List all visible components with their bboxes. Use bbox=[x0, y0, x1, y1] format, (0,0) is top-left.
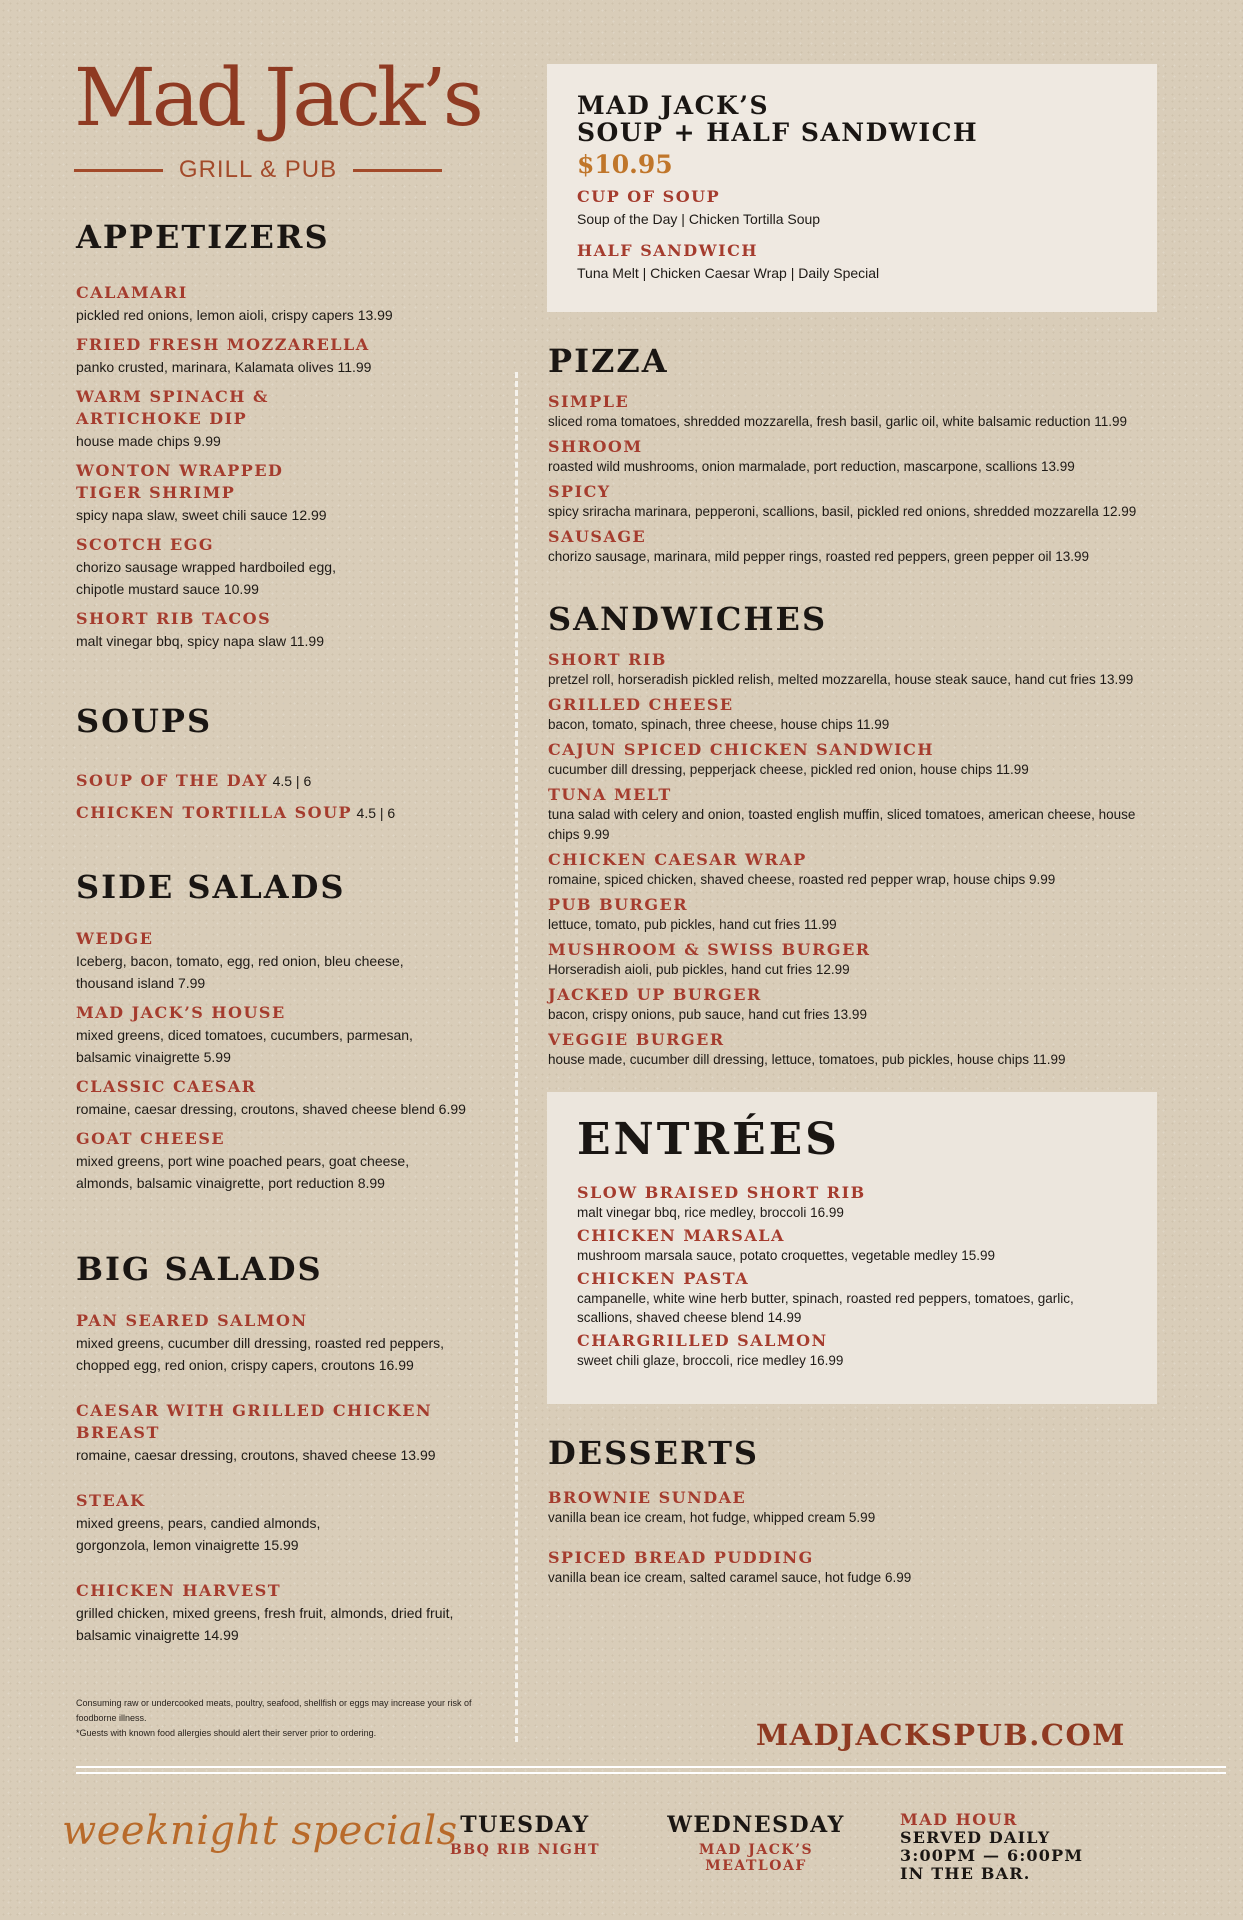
item-name: MAD JACK’S HOUSE bbox=[76, 1003, 286, 1022]
menu-item bbox=[76, 1490, 506, 1556]
item-name: CLASSIC CAESAR bbox=[76, 1077, 257, 1096]
item-name: CAESAR WITH GRILLED CHICKEN BREAST bbox=[76, 1401, 433, 1442]
item-desc: mushroom marsala sauce, potato croquettes, vegetable medley 15.99 bbox=[577, 1248, 995, 1263]
entrees-heading: ENTRÉES bbox=[577, 1114, 840, 1165]
item-desc: romaine, caesar dressing, croutons, shaved cheese 13.99 bbox=[76, 1447, 436, 1463]
menu-item bbox=[76, 1400, 506, 1466]
item-name: SOUP OF THE DAY bbox=[76, 771, 269, 790]
menu-item bbox=[76, 282, 506, 326]
tuesday-heading: TUESDAY bbox=[460, 1812, 590, 1838]
pizza-heading: PIZZA bbox=[548, 342, 669, 380]
mad-hour-line: SERVED DAILY bbox=[900, 1828, 1051, 1847]
item-name: PAN SEARED SALMON bbox=[76, 1311, 308, 1330]
item-name: SCOTCH EGG bbox=[76, 535, 215, 554]
soup-combo-title-line: MAD JACK’S bbox=[577, 91, 770, 120]
item-price: 4.5 | 6 bbox=[356, 805, 396, 821]
item-name: TUNA MELT bbox=[548, 785, 672, 804]
menu-item bbox=[548, 650, 1198, 690]
item-name: SHROOM bbox=[548, 437, 643, 456]
menu-item bbox=[76, 334, 506, 378]
bottom-divider bbox=[76, 1766, 1226, 1768]
item-name: WONTON WRAPPED TIGER SHRIMP bbox=[76, 461, 284, 502]
soup-combo-title bbox=[577, 92, 978, 146]
item-desc: bacon, crispy onions, pub sauce, hand cut fries 13.99 bbox=[548, 1007, 867, 1022]
bottom-divider bbox=[76, 1772, 1226, 1774]
menu-item bbox=[76, 1002, 506, 1068]
column-divider bbox=[515, 372, 518, 1742]
item-desc: panko crusted, marinara, Kalamata olives 11.99 bbox=[76, 359, 372, 375]
item-desc: Tuna Melt | Chicken Caesar Wrap | Daily Special bbox=[577, 265, 880, 281]
mad-hour-line: IN THE BAR. bbox=[900, 1864, 1031, 1883]
item-name: JACKED UP BURGER bbox=[548, 985, 762, 1004]
item-desc: romaine, caesar dressing, croutons, shaved cheese blend 6.99 bbox=[76, 1101, 466, 1117]
item-name: CHICKEN PASTA bbox=[577, 1269, 750, 1288]
item-name: CHICKEN HARVEST bbox=[76, 1581, 282, 1600]
menu-item bbox=[76, 928, 506, 994]
menu-item bbox=[548, 1548, 1198, 1588]
sandwiches-section bbox=[548, 600, 1198, 1075]
item-name: CHICKEN CAESAR WRAP bbox=[548, 850, 807, 869]
item-name: CHICKEN MARSALA bbox=[577, 1226, 785, 1245]
appetizers-heading: APPETIZERS bbox=[76, 218, 330, 256]
item-name: CHICKEN TORTILLA SOUP bbox=[76, 803, 353, 822]
item-name: WARM SPINACH & ARTICHOKE DIP bbox=[76, 387, 269, 428]
menu-item bbox=[76, 608, 506, 652]
appetizers-section bbox=[76, 218, 506, 660]
item-name: SAUSAGE bbox=[548, 527, 647, 546]
item-desc: cucumber dill dressing, pepperjack cheese, pickled red onion, house chips 11.99 bbox=[548, 762, 1029, 777]
menu-item bbox=[548, 850, 1198, 890]
item-desc: lettuce, tomato, pub pickles, hand cut fries 11.99 bbox=[548, 917, 837, 932]
fine-print-line: Consuming raw or undercooked meats, poultry, seafood, shellfish or eggs may increase your risk of foodborne illness. bbox=[76, 1698, 472, 1723]
mad-hour-title: MAD HOUR bbox=[900, 1810, 1018, 1829]
wednesday-special-text: MEATLOAF bbox=[705, 1858, 807, 1874]
side-salads-section bbox=[76, 868, 506, 1202]
menu-item bbox=[548, 940, 1198, 980]
soups-heading: SOUPS bbox=[76, 702, 213, 740]
sandwiches-heading: SANDWICHES bbox=[548, 600, 828, 638]
menu-item bbox=[577, 1269, 1137, 1327]
menu-item bbox=[548, 1488, 1198, 1528]
wednesday-special-text: MAD JACK’S bbox=[698, 1842, 814, 1858]
menu-item bbox=[76, 770, 506, 792]
logo-rule-right bbox=[353, 169, 442, 172]
item-desc: chorizo sausage wrapped hardboiled egg, chipotle mustard sauce 10.99 bbox=[76, 559, 336, 597]
fine-print-line: *Guests with known food allergies should alert their server prior to ordering. bbox=[76, 1728, 377, 1738]
menu-item bbox=[577, 186, 1137, 230]
menu-item bbox=[76, 1580, 506, 1646]
item-desc: Iceberg, bacon, tomato, egg, red onion, bleu cheese, thousand island 7.99 bbox=[76, 953, 404, 991]
item-desc: spicy sriracha marinara, pepperoni, scallions, basil, pickled red onions, shredded mozzarella 12.99 bbox=[548, 504, 1137, 519]
item-name: GOAT CHEESE bbox=[76, 1129, 226, 1148]
desserts-heading: DESSERTS bbox=[548, 1434, 759, 1472]
soup-combo-price: $10.95 bbox=[577, 150, 673, 179]
menu-item bbox=[76, 386, 506, 452]
menu-item bbox=[548, 392, 1198, 432]
soup-combo-items bbox=[577, 186, 1137, 292]
tuesday-special bbox=[430, 1812, 620, 1858]
item-name: MUSHROOM & SWISS BURGER bbox=[548, 940, 871, 959]
item-name: WEDGE bbox=[76, 929, 154, 948]
menu-item bbox=[548, 527, 1198, 567]
item-desc: tuna salad with celery and onion, toasted english muffin, sliced tomatoes, american cheese, house chips 9.99 bbox=[548, 807, 1136, 842]
item-desc: romaine, spiced chicken, shaved cheese, roasted red pepper wrap, house chips 9.99 bbox=[548, 872, 1056, 887]
item-desc: roasted wild mushrooms, onion marmalade, port reduction, mascarpone, scallions 13.99 bbox=[548, 459, 1075, 474]
item-desc: house made, cucumber dill dressing, lettuce, tomatoes, pub pickles, house chips 11.99 bbox=[548, 1052, 1066, 1067]
soup-combo-title-line: SOUP + HALF SANDWICH bbox=[577, 118, 979, 147]
item-name: BROWNIE SUNDAE bbox=[548, 1488, 747, 1507]
tuesday-special-text: BBQ RIB NIGHT bbox=[449, 1842, 601, 1858]
item-desc: mixed greens, port wine poached pears, goat cheese, almonds, balsamic vinaigrette, port reduction 8.99 bbox=[76, 1153, 410, 1191]
item-desc: Horseradish aioli, pub pickles, hand cut fries 12.99 bbox=[548, 962, 850, 977]
item-desc: campanelle, white wine herb butter, spinach, roasted red peppers, tomatoes, garlic, scallions, shaved cheese blend 14.99 bbox=[577, 1291, 1074, 1325]
weeknight-specials-title: weeknight specials bbox=[62, 1808, 458, 1854]
menu-item bbox=[577, 1331, 1137, 1370]
soups-section bbox=[76, 702, 506, 824]
wednesday-heading: WEDNESDAY bbox=[667, 1812, 845, 1838]
item-desc: pickled red onions, lemon aioli, crispy capers 13.99 bbox=[76, 307, 393, 323]
item-desc: grilled chicken, mixed greens, fresh fruit, almonds, dried fruit, balsamic vinaigrette 14.99 bbox=[76, 1605, 454, 1643]
wednesday-special bbox=[636, 1812, 876, 1874]
item-desc: spicy napa slaw, sweet chili sauce 12.99 bbox=[76, 507, 327, 523]
item-name: PUB BURGER bbox=[548, 895, 689, 914]
item-desc: vanilla bean ice cream, salted caramel sauce, hot fudge 6.99 bbox=[548, 1570, 912, 1585]
menu-item bbox=[76, 460, 506, 526]
item-name: SHORT RIB TACOS bbox=[76, 609, 272, 628]
item-name: CHARGRILLED SALMON bbox=[577, 1331, 828, 1350]
item-desc: mixed greens, diced tomatoes, cucumbers, parmesan, balsamic vinaigrette 5.99 bbox=[76, 1027, 413, 1065]
menu-item bbox=[548, 695, 1198, 735]
item-name: SPICED BREAD PUDDING bbox=[548, 1548, 814, 1567]
item-price: 4.5 | 6 bbox=[272, 773, 312, 789]
big-salads-section bbox=[76, 1250, 506, 1654]
item-desc: chorizo sausage, marinara, mild pepper rings, roasted red peppers, green pepper oil 13.99 bbox=[548, 549, 1090, 564]
item-name: HALF SANDWICH bbox=[577, 241, 758, 260]
item-desc: mixed greens, pears, candied almonds, gorgonzola, lemon vinaigrette 15.99 bbox=[76, 1515, 321, 1553]
item-name: GRILLED CHEESE bbox=[548, 695, 734, 714]
menu-item bbox=[548, 482, 1198, 522]
logo-subtitle-text: GRILL & PUB bbox=[178, 156, 338, 183]
website-link[interactable]: MADJACKSPUB.COM bbox=[756, 1718, 1126, 1752]
desserts-section bbox=[548, 1434, 1198, 1593]
menu-item bbox=[577, 240, 1137, 284]
item-name: STEAK bbox=[76, 1491, 146, 1510]
menu-item bbox=[76, 534, 506, 600]
menu-item bbox=[577, 1226, 1137, 1265]
item-desc: malt vinegar bbq, spicy napa slaw 11.99 bbox=[76, 633, 324, 649]
item-desc: pretzel roll, horseradish pickled relish, melted mozzarella, house steak sauce, hand cut fries 13.99 bbox=[548, 672, 1134, 687]
menu-item bbox=[548, 985, 1198, 1025]
side-salads-heading: SIDE SALADS bbox=[76, 868, 346, 906]
menu-item bbox=[76, 1128, 506, 1194]
item-desc: sliced roma tomatoes, shredded mozzarella, fresh basil, garlic oil, white balsamic reduction 11.99 bbox=[548, 414, 1128, 429]
item-name: VEGGIE BURGER bbox=[548, 1030, 725, 1049]
item-desc: house made chips 9.99 bbox=[76, 433, 221, 449]
item-name: SPICY bbox=[548, 482, 611, 501]
logo-subtitle bbox=[74, 152, 442, 188]
item-desc: Soup of the Day | Chicken Tortilla Soup bbox=[577, 211, 821, 227]
mad-hour-line: 3:00PM — 6:00PM bbox=[900, 1846, 1084, 1865]
pizza-section bbox=[548, 342, 1198, 572]
item-name: SLOW BRAISED SHORT RIB bbox=[577, 1183, 866, 1202]
item-desc: bacon, tomato, spinach, three cheese, house chips 11.99 bbox=[548, 717, 890, 732]
logo-rule-left bbox=[74, 169, 163, 172]
item-desc: mixed greens, cucumber dill dressing, roasted red peppers, chopped egg, red onion, crispy capers, croutons 16.99 bbox=[76, 1335, 445, 1373]
entrees-section bbox=[577, 1114, 1137, 1378]
mad-hour bbox=[900, 1810, 1200, 1883]
big-salads-heading: BIG SALADS bbox=[76, 1250, 323, 1288]
entrees-box bbox=[547, 1092, 1157, 1404]
item-name: SHORT RIB bbox=[548, 650, 667, 669]
menu-item bbox=[76, 802, 506, 824]
item-name: CAJUN SPICED CHICKEN SANDWICH bbox=[548, 740, 934, 759]
menu-item bbox=[548, 437, 1198, 477]
menu-item bbox=[548, 785, 1198, 845]
item-name: SIMPLE bbox=[548, 392, 630, 411]
fine-print bbox=[76, 1696, 496, 1741]
menu-item bbox=[76, 1076, 506, 1120]
menu-item bbox=[548, 1030, 1198, 1070]
item-desc: vanilla bean ice cream, hot fudge, whipped cream 5.99 bbox=[548, 1510, 876, 1525]
soup-sandwich-box bbox=[547, 64, 1157, 312]
item-name: CUP OF SOUP bbox=[577, 187, 721, 206]
item-desc: sweet chili glaze, broccoli, rice medley 16.99 bbox=[577, 1353, 844, 1368]
menu-item bbox=[577, 1183, 1137, 1222]
menu-item bbox=[548, 740, 1198, 780]
item-name: FRIED FRESH MOZZARELLA bbox=[76, 335, 370, 354]
menu-item bbox=[76, 1310, 506, 1376]
item-desc: malt vinegar bbq, rice medley, broccoli 16.99 bbox=[577, 1205, 844, 1220]
logo-title: Mad Jack’s bbox=[74, 51, 480, 144]
menu-item bbox=[548, 895, 1198, 935]
item-name: CALAMARI bbox=[76, 283, 188, 302]
